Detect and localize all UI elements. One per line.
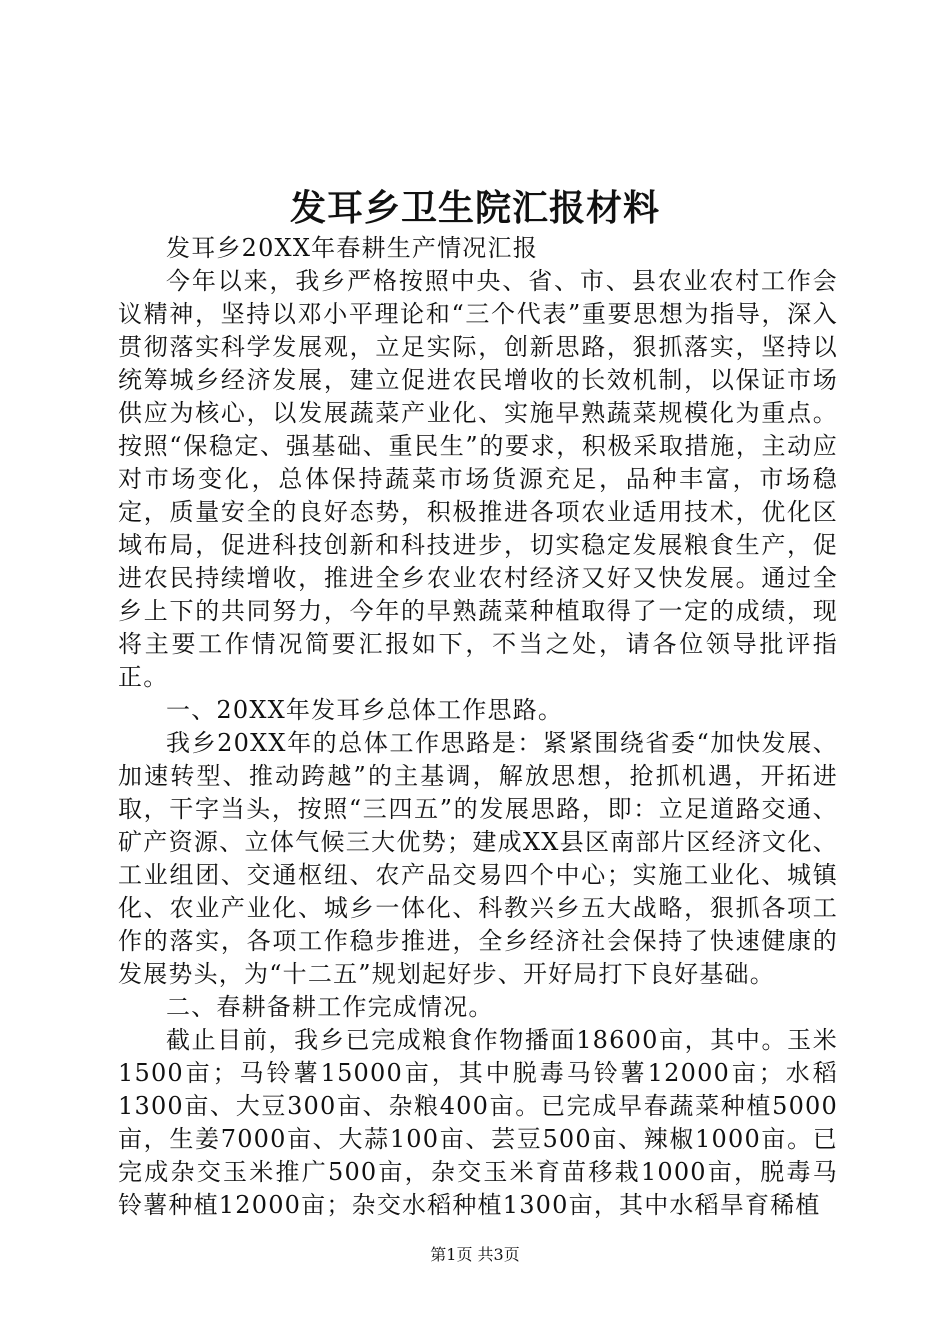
work-approach-paragraph: 我乡20XX年的总体工作思路是：紧紧围绕省委“加快发展、加速转型、推动跨越”的主基调，解放思想，抢抓机遇，开拓进取，干字当头，按照“三四五”的发展思路，即：立足道路交通、矿产资源、立体气候三大优势；建成XX县区南部片区经济文化、工业组团、交通枢纽、农产品交易四个中心；实施工业化、城镇化、农业产业化、城乡一体化、科教兴乡五大战略，狠抓各项工作的落实，各项工作稳步推进，全乡经济社会保持了快速健康的发展势头，为“十二五”规划起好步、开好局打下良好基础。 [118,729,838,988]
section-heading-1: 一、20XX年发耳乡总体工作思路。 [166,696,564,724]
document-body [118,232,838,1222]
document-title: 发耳乡卫生院汇报材料 [289,188,660,229]
page-number-footer: 第1页 共3页 [430,1245,520,1264]
section-heading-2: 二、春耕备耕工作完成情况。 [166,993,494,1021]
report-subtitle-paragraph: 发耳乡20XX年春耕生产情况汇报 [166,234,538,262]
intro-paragraph: 今年以来，我乡严格按照中央、省、市、县农业农村工作会议精神，坚持以邓小平理论和“三个代表”重要思想为指导，深入贯彻落实科学发展观，立足实际，创新思路，狠抓落实，坚持以统筹城乡经济发展，建立促进农民增收的长效机制，以保证市场供应为核心，以发展蔬菜产业化、实施早熟蔬菜规模化为重点。按照“保稳定、强基础、重民生”的要求，积极采取措施，主动应对市场变化，总体保持蔬菜市场货源充足，品种丰富，市场稳定，质量安全的良好态势，积极推进各项农业适用技术，优化区域布局，促进科技创新和科技进步，切实稳定发展粮食生产，促进农民持续增收，推进全乡农业农村经济又好又快发展。通过全乡上下的共同努力，今年的早熟蔬菜种植取得了一定的成绩，现将主要工作情况简要汇报如下，不当之处，请各位领导批评指正。 [118,267,838,691]
planting-progress-paragraph: 截止目前，我乡已完成粮食作物播面18600亩，其中。玉米1500亩；马铃薯15000亩，其中脱毒马铃薯12000亩；水稻1300亩、大豆300亩、杂粮400亩。已完成早春蔬菜种植5000亩，生姜7000亩、大蒜100亩、芸豆500亩、辣椒1000亩。已完成杂交玉米推广500亩，杂交玉米育苗移栽1000亩，脱毒马铃薯种植12000亩；杂交水稻种植1300亩，其中水稻旱育稀植 [118,1026,838,1219]
